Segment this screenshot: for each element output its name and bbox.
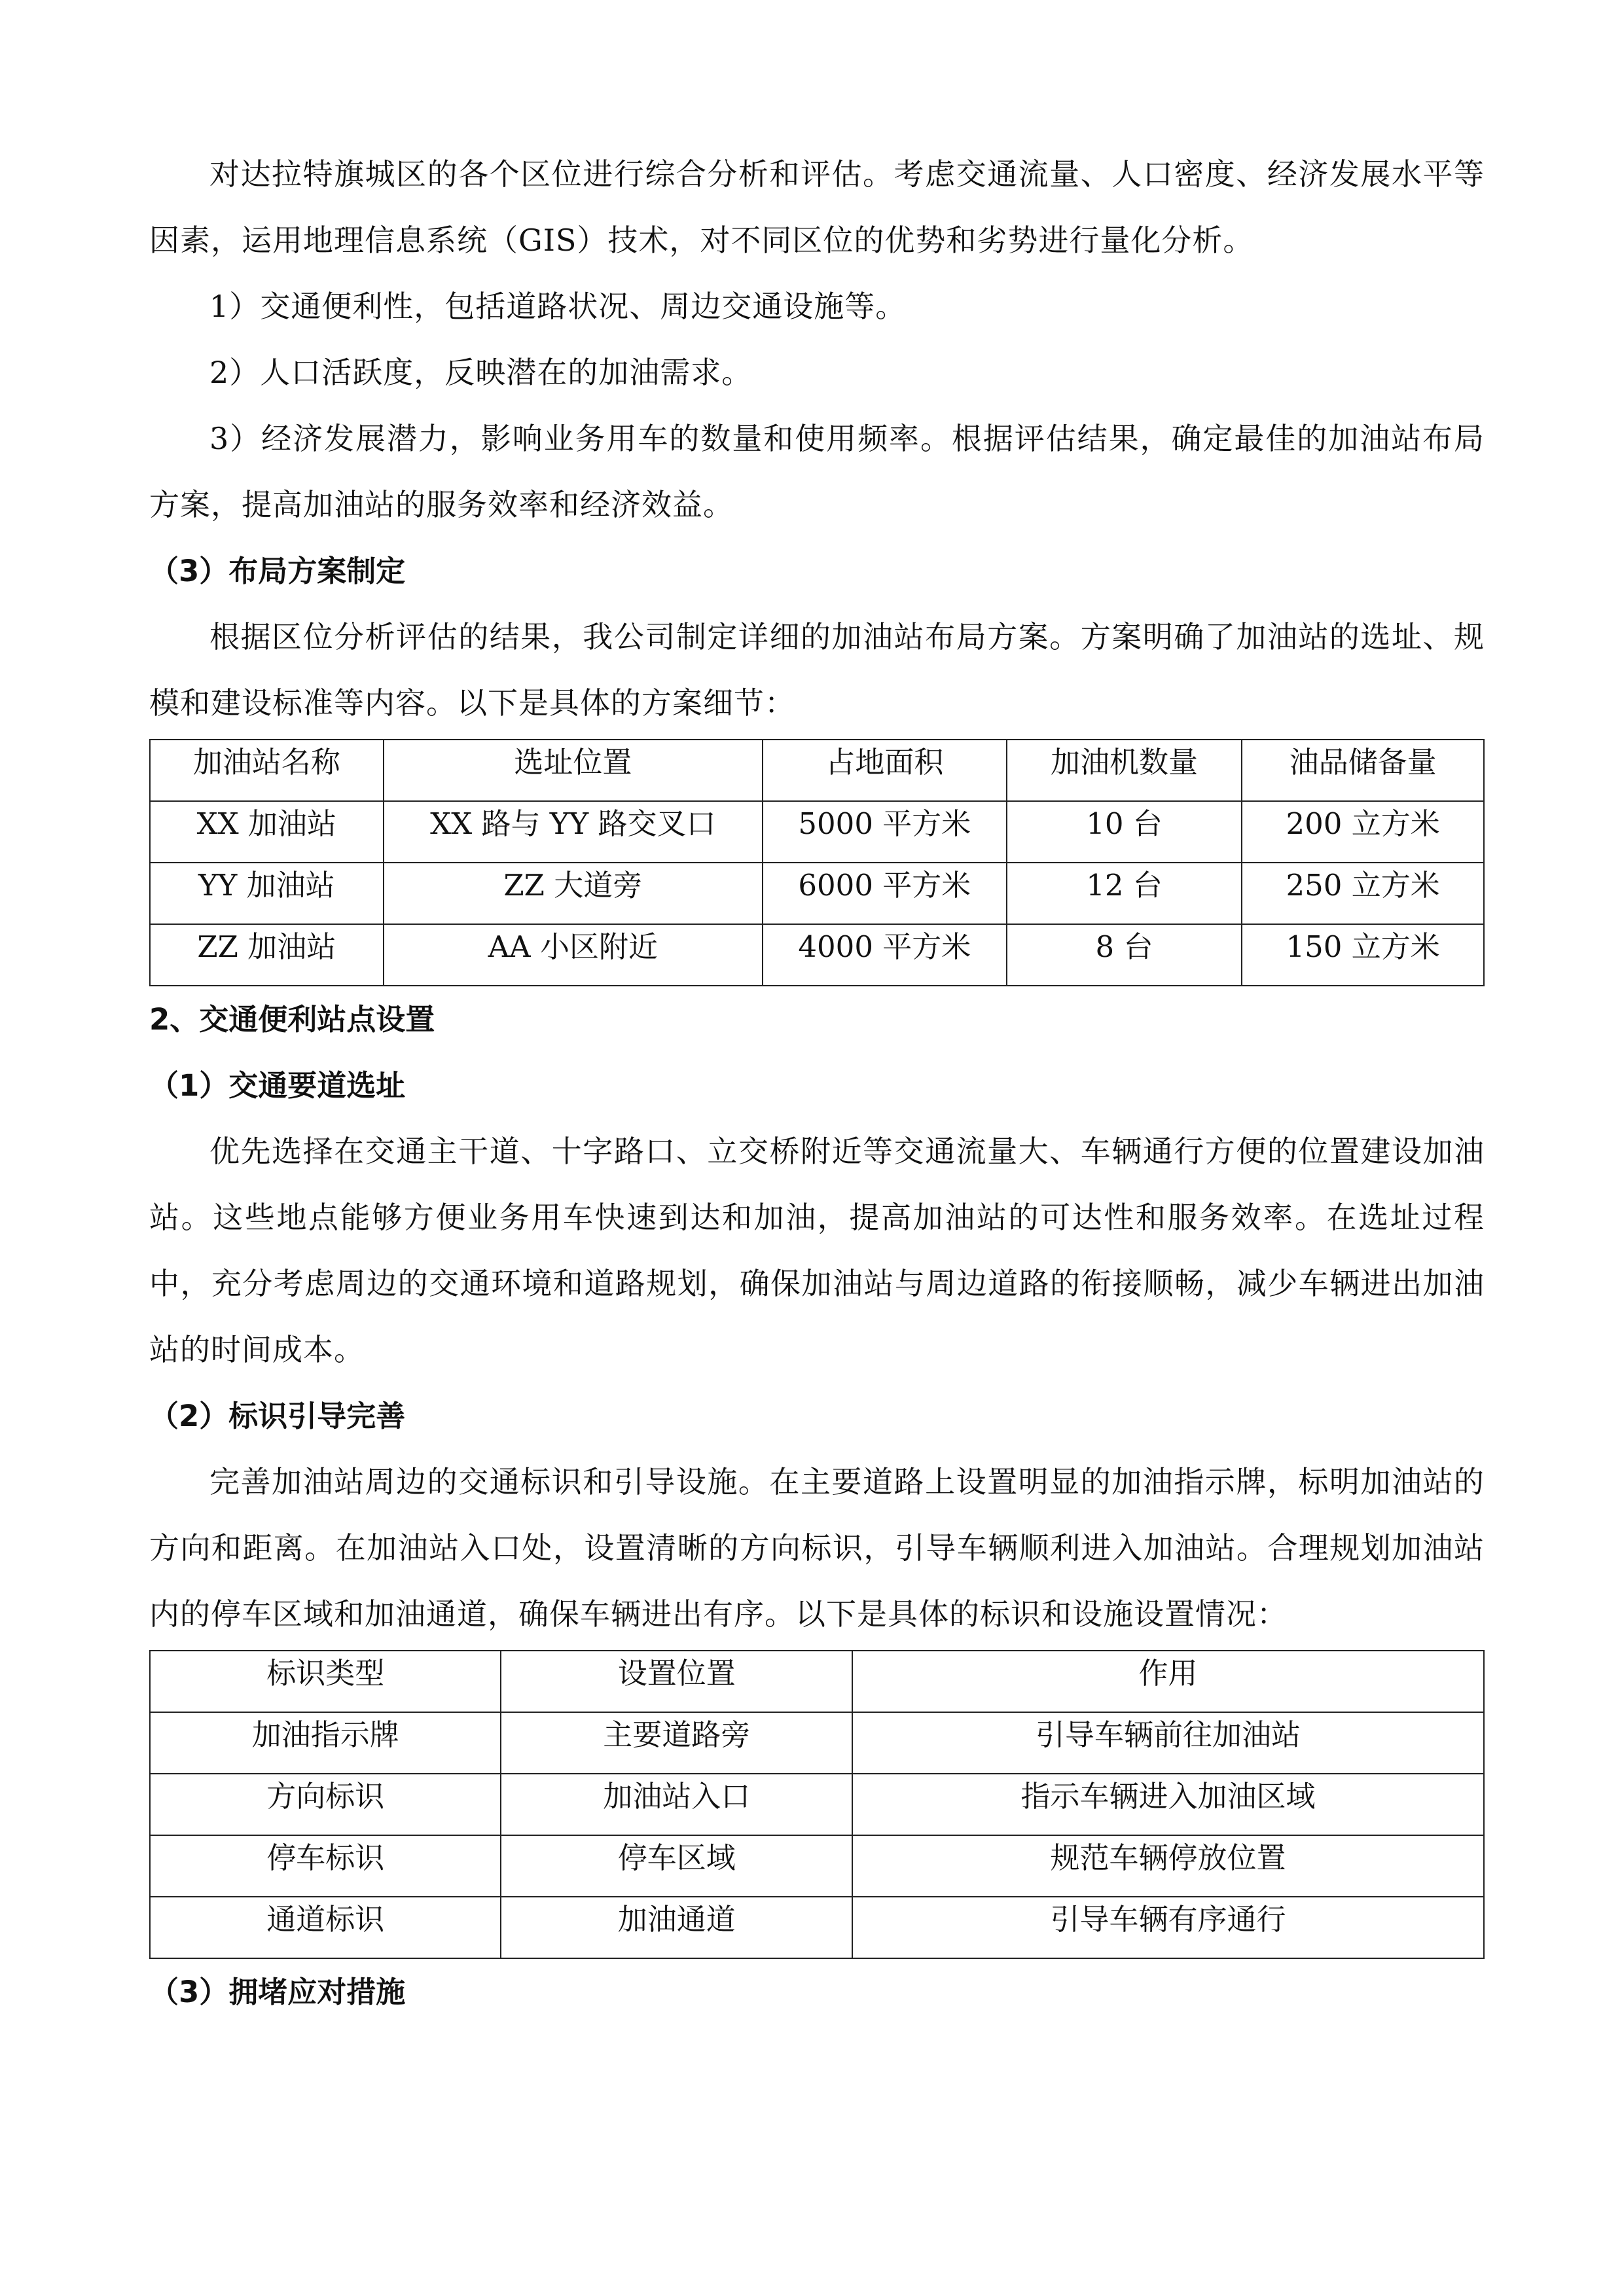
table-cell: 加油通道 xyxy=(501,1897,852,1958)
table-row xyxy=(150,1897,1484,1958)
table-header-cell: 占地面积 xyxy=(763,740,1007,801)
table-cell: YY 加油站 xyxy=(150,863,384,924)
table-header-cell: 设置位置 xyxy=(501,1651,852,1712)
table-header-cell: 加油机数量 xyxy=(1007,740,1242,801)
list-item: 2）人口活跃度，反映潜在的加油需求。 xyxy=(209,355,753,390)
table-cell: XX 路与 YY 路交叉口 xyxy=(384,801,763,863)
table-cell: 引导车辆有序通行 xyxy=(852,1897,1484,1958)
table-cell: 停车区域 xyxy=(501,1835,852,1897)
subheading-road-siting: （1）交通要道选址 xyxy=(149,1068,406,1103)
table-row xyxy=(150,924,1484,986)
table-cell: 150 立方米 xyxy=(1242,924,1484,986)
table-row xyxy=(150,1774,1484,1835)
road-siting-paragraph: 优先选择在交通主干道、十字路口、立交桥附近等交通流量大、车辆通行方便的位置建设加油站。这些地点能够方便业务用车快速到达和加油，提高加油站的可达性和服务效率。在选址过程中，充分考虑周边的交通环境和道路规划，确保加油站与周边道路的衔接顺畅，减少车辆进出加油站的时间成本。 xyxy=(149,1134,1485,1367)
table-header-cell: 选址位置 xyxy=(384,740,763,801)
table-row xyxy=(150,1835,1484,1897)
table-cell: 加油指示牌 xyxy=(150,1712,501,1774)
table-cell: 8 台 xyxy=(1007,924,1242,986)
table-cell: 停车标识 xyxy=(150,1835,501,1897)
table-cell: ZZ 大道旁 xyxy=(384,863,763,924)
table-header-cell: 油品储备量 xyxy=(1242,740,1484,801)
table-cell: 12 台 xyxy=(1007,863,1242,924)
table-cell: 10 台 xyxy=(1007,801,1242,863)
table-header-cell: 标识类型 xyxy=(150,1651,501,1712)
table-cell: 4000 平方米 xyxy=(763,924,1007,986)
table-header-row xyxy=(150,1651,1484,1712)
table-cell: 方向标识 xyxy=(150,1774,501,1835)
sign-table xyxy=(149,1650,1485,1959)
table-cell: ZZ 加油站 xyxy=(150,924,384,986)
table-cell: 6000 平方米 xyxy=(763,863,1007,924)
subheading-layout-plan: （3）布局方案制定 xyxy=(149,554,406,588)
signage-paragraph: 完善加油站周边的交通标识和引导设施。在主要道路上设置明显的加油指示牌，标明加油站的方向和距离。在加油站入口处，设置清晰的方向标识，引导车辆顺利进入加油站。合理规划加油站内的停车区域和加油通道，确保车辆进出有序。以下是具体的标识和设施设置情况： xyxy=(149,1464,1485,1632)
intro-paragraph: 对达拉特旗城区的各个区位进行综合分析和评估。考虑交通流量、人口密度、经济发展水平等因素，运用地理信息系统（GIS）技术，对不同区位的优势和劣势进行量化分析。 xyxy=(149,156,1485,258)
table-cell: 主要道路旁 xyxy=(501,1712,852,1774)
table-cell: 指示车辆进入加油区域 xyxy=(852,1774,1484,1835)
table-cell: 引导车辆前往加油站 xyxy=(852,1712,1484,1774)
table-cell: 5000 平方米 xyxy=(763,801,1007,863)
table-header-cell: 加油站名称 xyxy=(150,740,384,801)
table-cell: 250 立方米 xyxy=(1242,863,1484,924)
table-header-row xyxy=(150,740,1484,801)
table-header-cell: 作用 xyxy=(852,1651,1484,1712)
section-heading-traffic-sites: 2、交通便利站点设置 xyxy=(149,1002,435,1037)
table-cell: XX 加油站 xyxy=(150,801,384,863)
table-cell: 规范车辆停放位置 xyxy=(852,1835,1484,1897)
list-item: 3）经济发展潜力，影响业务用车的数量和使用频率。根据评估结果，确定最佳的加油站布局方案，提高加油站的服务效率和经济效益。 xyxy=(149,421,1485,522)
document-page xyxy=(149,141,1485,2025)
table-row xyxy=(150,801,1484,863)
table-cell: 200 立方米 xyxy=(1242,801,1484,863)
table-cell: 加油站入口 xyxy=(501,1774,852,1835)
table-cell: 通道标识 xyxy=(150,1897,501,1958)
layout-paragraph: 根据区位分析评估的结果，我公司制定详细的加油站布局方案。方案明确了加油站的选址、规模和建设标准等内容。以下是具体的方案细节： xyxy=(149,619,1485,721)
subheading-signage: （2）标识引导完善 xyxy=(149,1399,406,1433)
station-table xyxy=(149,739,1485,986)
table-cell: AA 小区附近 xyxy=(384,924,763,986)
subheading-congestion: （3）拥堵应对措施 xyxy=(149,1975,406,2009)
list-item: 1）交通便利性，包括道路状况、周边交通设施等。 xyxy=(209,289,907,324)
table-row xyxy=(150,863,1484,924)
table-row xyxy=(150,1712,1484,1774)
